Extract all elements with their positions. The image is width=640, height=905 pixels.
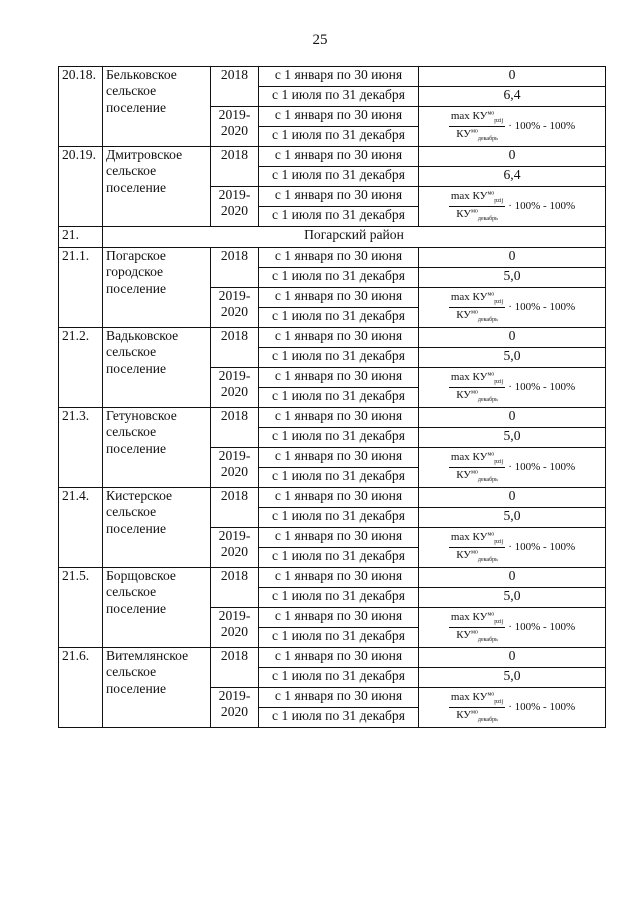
value-second-half: 5,0 [419,588,606,608]
formula-denominator [454,708,500,724]
row-number: 21.5. [59,568,103,648]
formula-numerator-sub: pzij [494,619,504,626]
table-row [59,488,606,508]
growth-formula [449,190,575,224]
row-number: 21.3. [59,408,103,488]
year-2018: 2018 [211,648,259,688]
formula-denominator [454,207,500,223]
period-first-half: с 1 января по 30 июня [259,528,419,548]
formula-denominator-text: КУ [456,208,472,221]
formula-tail: · 100% - 100% [508,381,576,394]
growth-formula [449,691,575,725]
formula-denominator-sub: декабрь [477,216,498,223]
value-first-half: 0 [419,328,606,348]
table-row [59,648,606,668]
period-first-half: с 1 января по 30 июня [259,568,419,588]
formula-denominator [454,127,500,143]
settlement-name: Погарское городское поселение [103,248,211,328]
value-first-half: 0 [419,488,606,508]
growth-formula [449,531,575,565]
formula-numerator [449,110,505,127]
formula-fraction [449,291,505,325]
formula-denominator-sub: декабрь [477,717,498,724]
period-second-half: с 1 июля по 31 декабря [259,508,419,528]
district-number: 21. [59,227,103,248]
settlement-name: Гетуновское сельское поселение [103,408,211,488]
value-first-half: 0 [419,67,606,87]
growth-formula-cell [419,187,606,227]
growth-formula-cell [419,288,606,328]
year-2019-2020: 2019-2020 [211,288,259,328]
year-2018: 2018 [211,568,259,608]
year-2019-2020: 2019-2020 [211,107,259,147]
formula-numerator-sub: pzij [494,379,504,386]
formula-tail: · 100% - 100% [508,701,576,714]
value-second-half: 6,4 [419,87,606,107]
period-second-half: с 1 июля по 31 декабря [259,348,419,368]
period-second-half: с 1 июля по 31 декабря [259,127,419,147]
period-first-half: с 1 января по 30 июня [259,408,419,428]
period-second-half: с 1 июля по 31 декабря [259,548,419,568]
formula-fraction [449,451,505,485]
growth-formula-cell [419,107,606,147]
value-second-half: 5,0 [419,268,606,288]
formula-fraction [449,110,505,144]
formula-denominator-sup: мо [471,389,478,396]
settlement-name: Бельковское сельское поселение [103,67,211,147]
formula-fraction [449,371,505,405]
value-first-half: 0 [419,147,606,167]
formula-denominator-sub: декабрь [477,557,498,564]
formula-tail: · 100% - 100% [508,541,576,554]
district-name: Погарский район [103,227,606,248]
year-2019-2020: 2019-2020 [211,187,259,227]
period-second-half: с 1 июля по 31 декабря [259,628,419,648]
growth-formula [449,371,575,405]
period-second-half: с 1 июля по 31 декабря [259,268,419,288]
growth-formula [449,110,575,144]
formula-numerator [449,691,505,708]
period-first-half: с 1 января по 30 июня [259,368,419,388]
formula-numerator [449,611,505,628]
period-first-half: с 1 января по 30 июня [259,147,419,167]
period-first-half: с 1 января по 30 июня [259,328,419,348]
value-first-half: 0 [419,408,606,428]
period-second-half: с 1 июля по 31 декабря [259,708,419,728]
period-first-half: с 1 января по 30 июня [259,187,419,207]
settlement-name: Кистерское сельское поселение [103,488,211,568]
formula-numerator-sup: мо [487,531,495,538]
page-number: 25 [312,32,328,48]
formula-tail: · 100% - 100% [508,120,576,133]
year-2018: 2018 [211,328,259,368]
formula-fraction [449,190,505,224]
formula-denominator-sup: мо [471,128,478,135]
formula-numerator-sup: мо [487,110,495,117]
growth-formula-cell [419,688,606,728]
formula-numerator-sup: мо [487,691,495,698]
formula-tail: · 100% - 100% [508,621,576,634]
period-first-half: с 1 января по 30 июня [259,248,419,268]
period-second-half: с 1 июля по 31 декабря [259,207,419,227]
formula-denominator [454,468,500,484]
formula-denominator-text: КУ [456,549,472,562]
growth-formula-cell [419,528,606,568]
growth-formula-cell [419,608,606,648]
formula-denominator-text: КУ [456,309,472,322]
year-2018: 2018 [211,147,259,187]
period-second-half: с 1 июля по 31 декабря [259,468,419,488]
period-first-half: с 1 января по 30 июня [259,107,419,127]
formula-tail: · 100% - 100% [508,200,576,213]
row-number: 21.6. [59,648,103,728]
formula-numerator-text: max КУ [450,691,488,703]
formula-numerator-sub: pzij [494,198,504,205]
formula-numerator-sup: мо [487,611,495,618]
formula-denominator [454,388,500,404]
formula-numerator-sub: pzij [494,299,504,306]
value-first-half: 0 [419,648,606,668]
formula-fraction [449,611,505,645]
formula-numerator-sup: мо [487,190,495,197]
formula-denominator-sup: мо [471,469,478,476]
formula-denominator-sub: декабрь [477,477,498,484]
formula-denominator-text: КУ [456,709,472,722]
period-first-half: с 1 января по 30 июня [259,688,419,708]
formula-numerator-text: max КУ [450,611,488,623]
row-number: 21.2. [59,328,103,408]
formula-numerator [449,531,505,548]
period-second-half: с 1 июля по 31 декабря [259,668,419,688]
period-first-half: с 1 января по 30 июня [259,448,419,468]
formula-denominator-sup: мо [471,629,478,636]
value-second-half: 5,0 [419,668,606,688]
settlement-name: Дмитровское сельское поселение [103,147,211,227]
formula-denominator-sub: декабрь [477,136,498,143]
value-second-half: 5,0 [419,508,606,528]
year-2018: 2018 [211,408,259,448]
year-2019-2020: 2019-2020 [211,688,259,728]
formula-numerator [449,371,505,388]
row-number: 21.1. [59,248,103,328]
table-row [59,67,606,87]
formula-denominator-text: КУ [456,389,472,402]
year-2018: 2018 [211,488,259,528]
row-number: 20.18. [59,67,103,147]
growth-formula [449,291,575,325]
formula-denominator-sub: декабрь [477,637,498,644]
year-2019-2020: 2019-2020 [211,448,259,488]
year-2018: 2018 [211,248,259,288]
formula-denominator-sup: мо [471,709,478,716]
tariff-table-body [59,67,606,728]
table-row [59,147,606,167]
settlement-name: Вадьковское сельское поселение [103,328,211,408]
settlement-name: Витемлянское сельское поселение [103,648,211,728]
growth-formula-cell [419,368,606,408]
formula-denominator-sup: мо [471,549,478,556]
formula-numerator-text: max КУ [450,371,488,383]
formula-numerator [449,451,505,468]
formula-denominator-text: КУ [456,128,472,141]
row-number: 21.4. [59,488,103,568]
formula-denominator-sub: декабрь [477,317,498,324]
period-second-half: с 1 июля по 31 декабря [259,87,419,107]
table-row [59,328,606,348]
period-second-half: с 1 июля по 31 декабря [259,588,419,608]
formula-fraction [449,531,505,565]
formula-numerator-text: max КУ [450,190,488,202]
period-first-half: с 1 января по 30 июня [259,67,419,87]
value-second-half: 5,0 [419,348,606,368]
formula-numerator-sub: pzij [494,118,504,125]
formula-fraction [449,691,505,725]
table-row [59,568,606,588]
value-second-half: 6,4 [419,167,606,187]
period-first-half: с 1 января по 30 июня [259,288,419,308]
value-second-half: 5,0 [419,428,606,448]
year-2019-2020: 2019-2020 [211,608,259,648]
formula-numerator-sub: pzij [494,699,504,706]
settlement-name: Борщовское сельское поселение [103,568,211,648]
formula-numerator-text: max КУ [450,291,488,303]
formula-numerator-sup: мо [487,291,495,298]
formula-denominator-text: КУ [456,629,472,642]
growth-formula [449,611,575,645]
formula-tail: · 100% - 100% [508,301,576,314]
table-row [59,408,606,428]
district-row [59,227,606,248]
formula-numerator-text: max КУ [450,531,488,543]
formula-numerator-text: max КУ [450,110,488,122]
formula-denominator [454,308,500,324]
formula-numerator [449,291,505,308]
tariff-table [58,66,606,728]
growth-formula-cell [419,448,606,488]
formula-numerator-sub: pzij [494,539,504,546]
growth-formula [449,451,575,485]
row-number: 20.19. [59,147,103,227]
value-first-half: 0 [419,568,606,588]
period-second-half: с 1 июля по 31 декабря [259,308,419,328]
table-row [59,248,606,268]
year-2019-2020: 2019-2020 [211,368,259,408]
year-2018: 2018 [211,67,259,107]
formula-denominator-sup: мо [471,208,478,215]
period-first-half: с 1 января по 30 июня [259,648,419,668]
formula-tail: · 100% - 100% [508,461,576,474]
formula-denominator-sub: декабрь [477,397,498,404]
formula-denominator [454,548,500,564]
value-first-half: 0 [419,248,606,268]
formula-denominator-text: КУ [456,469,472,482]
formula-numerator-sup: мо [487,371,495,378]
formula-numerator-sub: pzij [494,459,504,466]
formula-numerator-sup: мо [487,451,495,458]
period-second-half: с 1 июля по 31 декабря [259,388,419,408]
period-first-half: с 1 января по 30 июня [259,608,419,628]
formula-denominator-sup: мо [471,309,478,316]
formula-numerator-text: max КУ [450,451,488,463]
period-second-half: с 1 июля по 31 декабря [259,428,419,448]
period-second-half: с 1 июля по 31 декабря [259,167,419,187]
formula-numerator [449,190,505,207]
period-first-half: с 1 января по 30 июня [259,488,419,508]
year-2019-2020: 2019-2020 [211,528,259,568]
formula-denominator [454,628,500,644]
